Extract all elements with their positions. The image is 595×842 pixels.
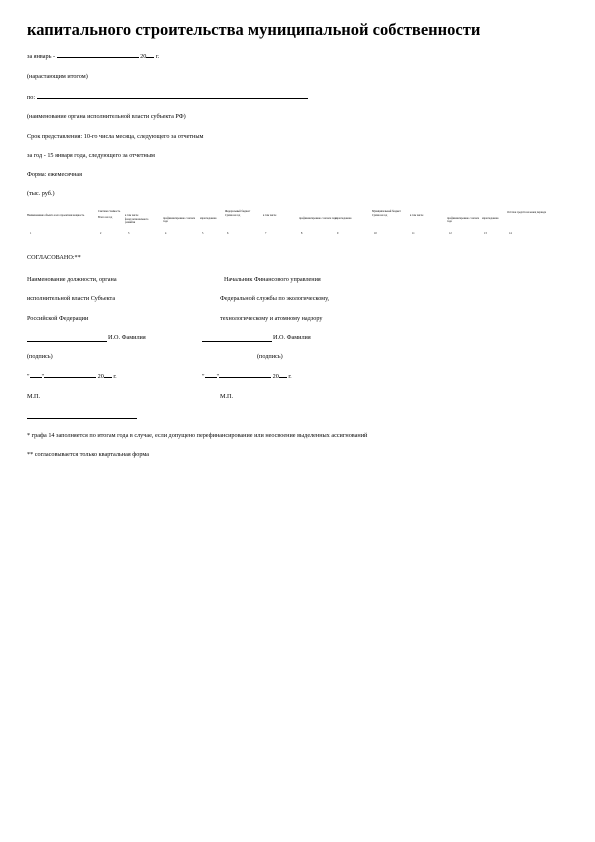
quote-close: "	[216, 373, 220, 380]
form-type: Форма: ежемесячная	[27, 171, 82, 178]
day-blank	[30, 377, 42, 378]
body-name-blank	[37, 98, 308, 99]
right-position-3: технологическому и атомному надзору	[220, 315, 323, 322]
left-position-3: Российской Федерации	[27, 315, 89, 322]
year-suffix: г.	[113, 373, 117, 380]
col-number: 2	[100, 232, 102, 235]
footnote-1: * графа 14 заполняется по итогам года в случае, если допущено перефинансирование или неосвоение выделенных ассигнований	[27, 432, 368, 439]
right-stamp: М.П.	[220, 393, 234, 400]
col-federal-used-header: израсходовано	[335, 217, 352, 220]
group-municipal-header: Муниципальный бюджет	[372, 210, 401, 213]
deadline-annual: за год - 15 января года, следующего за отчетным	[27, 152, 155, 159]
col-number: 1	[30, 232, 32, 235]
right-signature-line	[202, 341, 272, 342]
col-number: 13	[484, 232, 487, 235]
period-line	[27, 53, 159, 60]
period-prefix: за январь -	[27, 53, 56, 60]
col-number: 3	[128, 232, 130, 235]
left-stamp: М.П.	[27, 393, 41, 400]
quote-open: "	[202, 373, 205, 380]
col-reg-fund-header: фонд регионального развития	[125, 218, 149, 225]
left-position-2: исполнительной власти Субъекта	[27, 295, 116, 302]
col-name-header: Наименование объекта и его проектная мощность	[27, 214, 85, 217]
left-position-1: Наименование должности, органа	[27, 276, 117, 283]
col-federal-incl-header: в том числе	[263, 214, 277, 217]
left-date-line	[27, 373, 117, 380]
left-fio: И.О. Фамилия	[108, 334, 146, 341]
year-prefix: 20	[272, 373, 279, 380]
right-signature-caption: (подпись)	[257, 353, 283, 360]
body-name-caption: (наименование органа исполнительной власти субъекта РФ)	[27, 113, 186, 120]
right-date-line	[202, 373, 292, 380]
col-number: 10	[374, 232, 377, 235]
col-number: 11	[412, 232, 415, 235]
col-federal-limit-header: Сумма на год	[225, 214, 241, 217]
right-position-1: Начальник Финансового управления	[224, 276, 321, 283]
period-year-blank	[146, 57, 154, 58]
col-number: 14	[509, 232, 512, 235]
col-federal-funded-header: профинансировано с начала года	[299, 217, 337, 220]
period-year-suffix: г.	[155, 53, 160, 60]
col-municipal-used-header: израсходовано	[482, 217, 499, 220]
col-municipal-incl-header: в том числе	[410, 214, 424, 217]
col-municipal-limit-header: Сумма на год	[372, 214, 388, 217]
period-month-blank	[57, 57, 139, 58]
footnote-separator	[27, 418, 137, 419]
page-title: капитального строительства муниципальной собственности	[27, 20, 481, 39]
units: (тыс. руб.)	[27, 190, 55, 197]
col-used-header: израсходовано	[200, 217, 217, 220]
left-signature-line	[27, 341, 107, 342]
cumulative-note: (нарастающим итогом)	[27, 73, 88, 80]
body-line	[27, 94, 308, 101]
day-blank	[205, 377, 217, 378]
left-signature-caption: (подпись)	[27, 353, 53, 360]
col-funded-header: профинансировано с начала года	[163, 217, 196, 224]
quote-open: "	[27, 373, 30, 380]
report-table	[27, 208, 557, 240]
month-blank	[219, 377, 271, 378]
col-incl-header: в том числе	[125, 214, 139, 217]
col-number: 4	[165, 232, 167, 235]
deadline-monthly: Срок представления: 10-го числа месяца, следующего за отчетным	[27, 133, 204, 140]
col-number: 5	[202, 232, 204, 235]
col-municipal-funded-header: профинансировано с начала года	[447, 217, 480, 224]
period-year-prefix: 20	[140, 53, 147, 60]
year-prefix: 20	[97, 373, 104, 380]
year-blank	[104, 377, 112, 378]
col-number: 6	[227, 232, 229, 235]
year-suffix: г.	[288, 373, 292, 380]
right-position-2: Федеральной службы по экологическому,	[220, 295, 330, 302]
month-blank	[44, 377, 96, 378]
group-federal-header: Федеральный бюджет	[225, 210, 251, 213]
footnote-2: ** согласовывается только квартальная форма	[27, 451, 149, 458]
approval-heading: СОГЛАСОВАНО:**	[27, 254, 81, 261]
col-number: 12	[449, 232, 452, 235]
right-fio: И.О. Фамилия	[273, 334, 311, 341]
by-label: по:	[27, 94, 36, 101]
col-remainder-header: Остаток средств на конец периода	[507, 211, 547, 214]
col-total-header: Всего на год	[98, 216, 113, 219]
col-number: 7	[265, 232, 267, 235]
col-number: 9	[337, 232, 339, 235]
group-estimate-header: Сметная стоимость	[98, 210, 121, 213]
col-number: 8	[301, 232, 303, 235]
year-blank	[279, 377, 287, 378]
quote-close: "	[41, 373, 45, 380]
